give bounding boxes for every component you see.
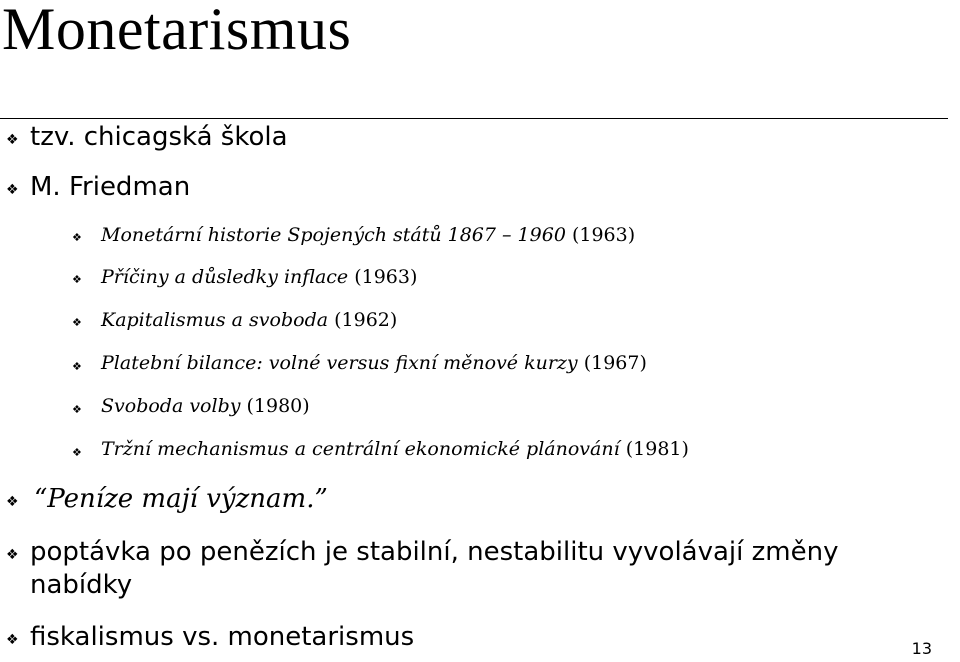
bullet-friedman: M. Friedman	[30, 172, 191, 202]
bullet-icon: ❖	[6, 132, 19, 148]
bullet-money-demand-line2: nabídky	[30, 570, 133, 600]
bullet-icon: ❖	[6, 547, 19, 563]
sub-item-free-to-choose	[101, 397, 310, 416]
sub-bullet-icon: ❖	[72, 446, 82, 459]
sub-bullet-icon: ❖	[72, 360, 82, 373]
sub-bullet-icon: ❖	[72, 273, 82, 286]
bullet-money-demand-line1: poptávka po penězích je stabilní, nestabilitu vyvolávají změny	[30, 537, 839, 567]
sub-item-year: (1967)	[577, 352, 647, 374]
sub-bullet-icon: ❖	[72, 403, 82, 416]
title-divider	[0, 118, 948, 119]
bullet-icon: ❖	[6, 632, 19, 648]
sub-item-title: Kapitalismus a svoboda	[101, 309, 329, 331]
sub-item-year: (1962)	[328, 309, 398, 331]
sub-item-year: (1963)	[348, 266, 418, 288]
bullet-money-matters: “Peníze mají význam.”	[34, 484, 328, 514]
sub-item-title: Platební bilance: volné versus fixní měnové kurzy	[101, 352, 578, 374]
slide-title: Monetarismus	[2, 0, 352, 62]
sub-bullet-icon: ❖	[72, 316, 82, 329]
sub-item-capitalism	[101, 311, 397, 330]
sub-item-title: Monetární historie Spojených států 1867 – 1960	[101, 224, 566, 246]
sub-item-title: Svoboda volby	[101, 395, 241, 417]
sub-item-inflation	[101, 268, 417, 287]
sub-item-year: (1963)	[565, 224, 636, 246]
sub-item-monetary-history	[101, 226, 635, 245]
bullet-icon: ❖	[6, 182, 19, 198]
page-number: 13	[911, 639, 932, 658]
sub-bullet-icon: ❖	[72, 231, 82, 244]
bullet-fiscalism: fiskalismus vs. monetarismus	[30, 622, 415, 652]
sub-item-year: (1980)	[240, 395, 310, 417]
sub-item-title: Tržní mechanismus a centrální ekonomické plánování	[101, 438, 620, 460]
bullet-icon: ❖	[6, 494, 19, 510]
bullet-chicago-school: tzv. chicagská škola	[30, 122, 288, 152]
sub-item-market-mechanism	[101, 440, 689, 459]
sub-item-year: (1981)	[619, 438, 689, 460]
sub-item-balance-of-payments	[101, 354, 647, 373]
sub-item-title: Příčiny a důsledky inflace	[101, 266, 349, 288]
